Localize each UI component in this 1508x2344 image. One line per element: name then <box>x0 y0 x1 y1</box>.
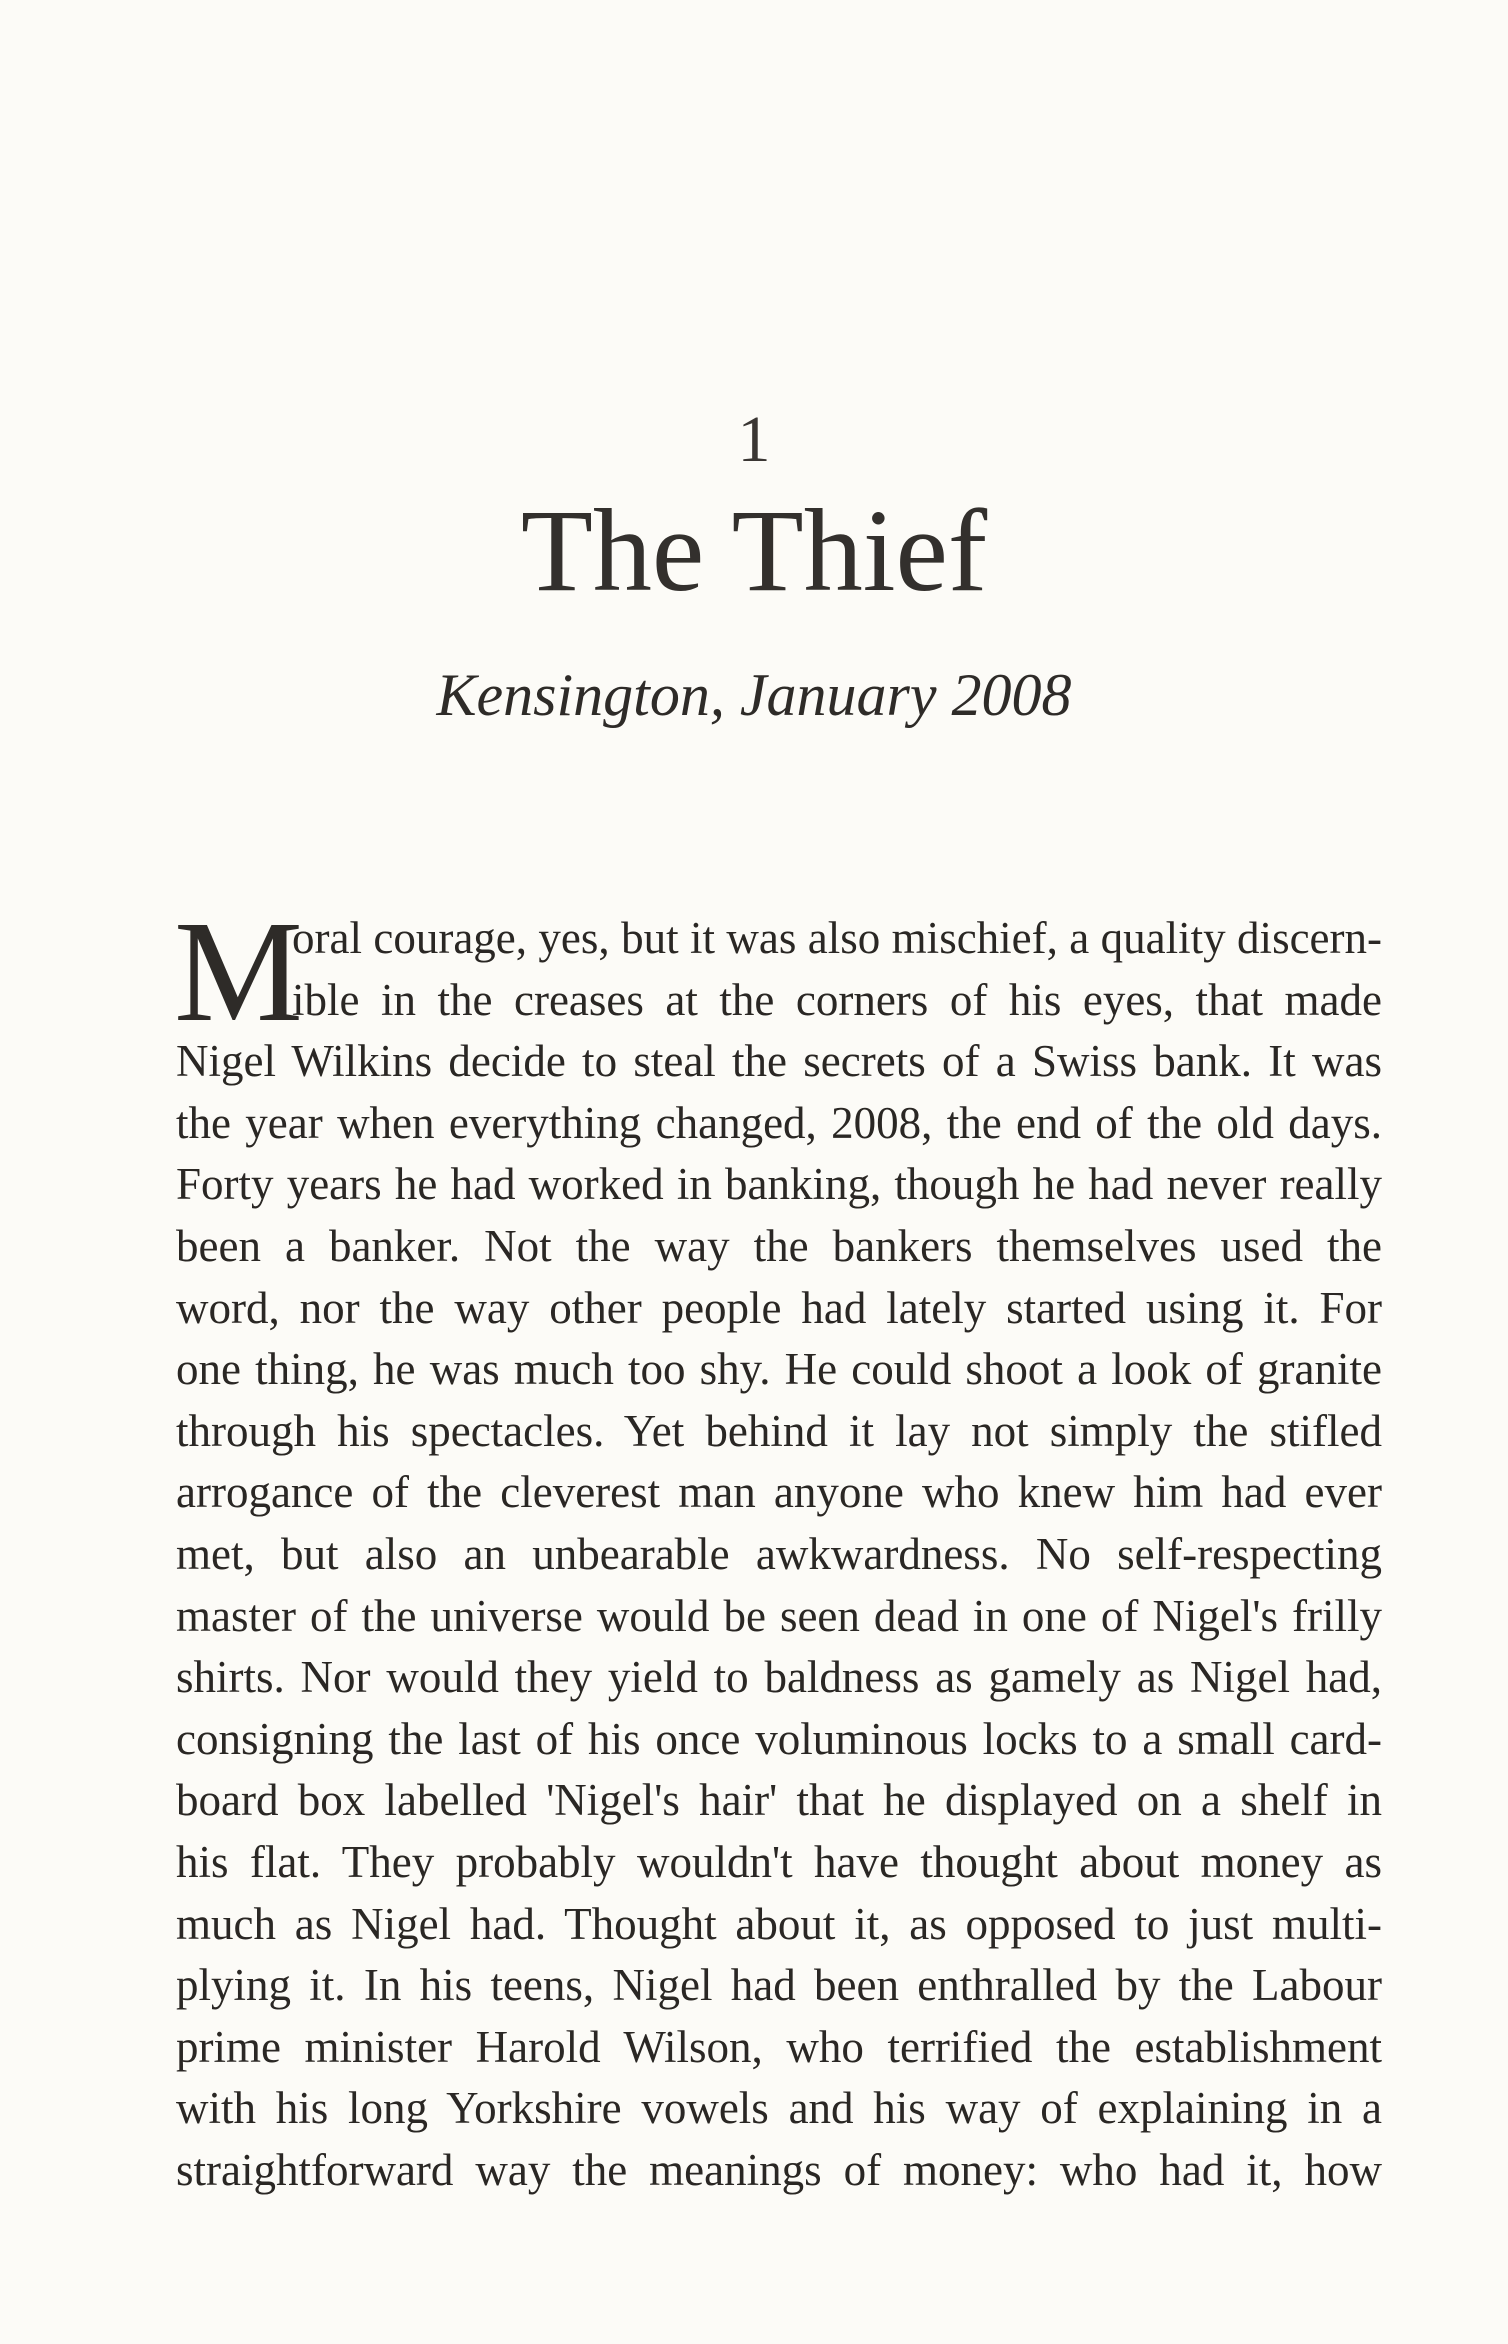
text-line: master of the universe would be seen dead in one of Nigel's frilly <box>176 1590 1382 1641</box>
text-line: with his long Yorkshire vowels and his way of explaining in a <box>176 2083 1382 2134</box>
drop-cap: M <box>174 892 303 1052</box>
text-line: one thing, he was much too shy. He could shoot a look of granite <box>176 1344 1382 1395</box>
text-line: been a banker. Not the way the bankers themselves used the <box>176 1220 1382 1271</box>
text-line: Forty years he had worked in banking, though he had never really <box>176 1159 1382 1210</box>
text-line: shirts. Nor would they yield to baldness as gamely as Nigel had, <box>176 1652 1382 1703</box>
text-line: through his spectacles. Yet behind it lay not simply the stifled <box>176 1405 1382 1456</box>
chapter-subtitle: Kensington, January 2008 <box>436 662 1072 728</box>
text-line: plying it. In his teens, Nigel had been enthralled by the Labour <box>176 1960 1382 2011</box>
text-line: his flat. They probably wouldn't have thought about money as <box>176 1836 1382 1887</box>
chapter-title: The Thief <box>520 485 988 616</box>
text-line: Nigel Wilkins decide to steal the secrets of a Swiss bank. It was <box>176 1036 1382 1087</box>
text-line: consigning the last of his once voluminous locks to a small card- <box>176 1713 1382 1764</box>
text-line: word, nor the way other people had lately started using it. For <box>176 1282 1382 1333</box>
text-line: arrogance of the cleverest man anyone who knew him had ever <box>176 1467 1382 1518</box>
text-line: much as Nigel had. Thought about it, as opposed to just multi- <box>176 1898 1382 1949</box>
text-line: board box labelled 'Nigel's hair' that he displayed on a shelf in <box>176 1775 1382 1826</box>
text-line: oral courage, yes, but it was also mischief, a quality discern- <box>292 913 1382 963</box>
text-line: met, but also an unbearable awkwardness. No self-respecting <box>176 1528 1382 1579</box>
text-line: straightforward way the meanings of money: who had it, how <box>176 2144 1382 2195</box>
text-line: the year when everything changed, 2008, the end of the old days. <box>176 1097 1382 1148</box>
chapter-number: 1 <box>737 403 771 476</box>
body-paragraph <box>174 892 1382 2201</box>
text-line: prime minister Harold Wilson, who terrified the establishment <box>176 2021 1382 2072</box>
text-line: ible in the creases at the corners of his eyes, that made <box>292 974 1382 1025</box>
